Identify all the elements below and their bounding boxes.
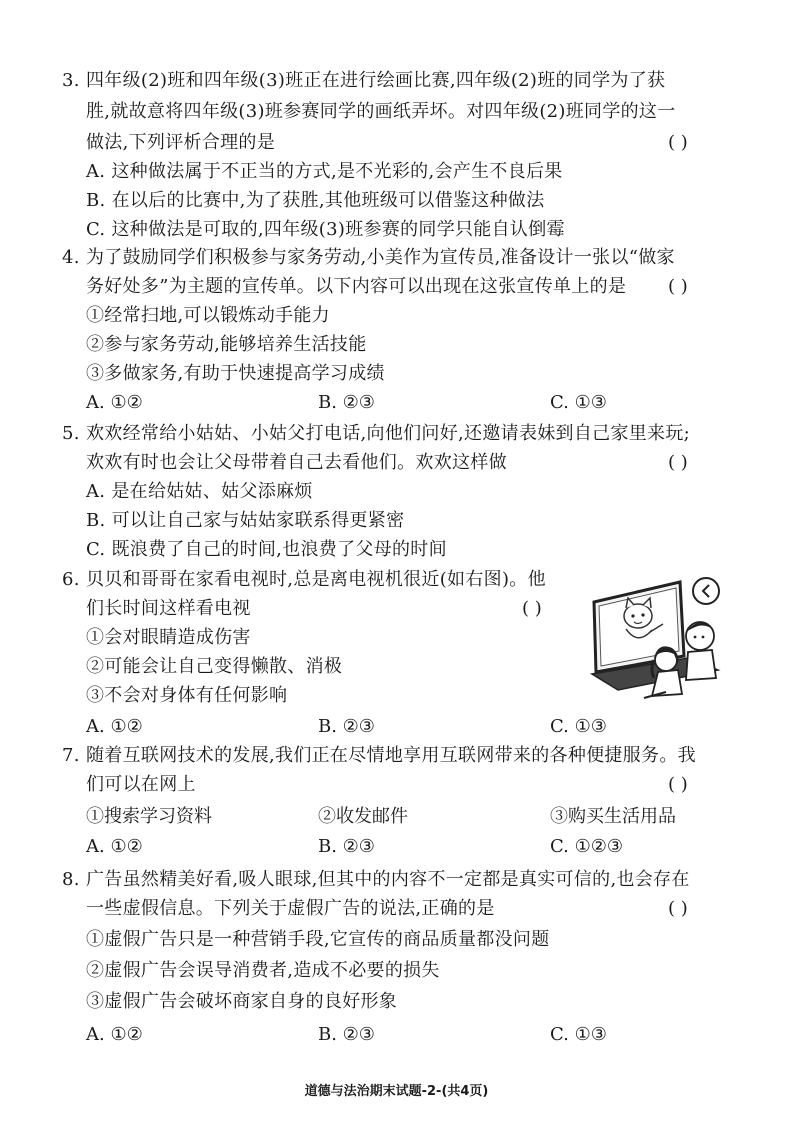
q8-statement-3: ③虚假广告会破坏商家自身的良好形象 (86, 991, 398, 1012)
q3-option-b: B. 在以后的比赛中,为了获胜,其他班级可以借鉴这种做法 (86, 190, 545, 211)
q5-line2: 欢欢有时也会让父母带着自己去看他们。欢欢这样做 (86, 452, 507, 473)
q7-statement-2: ②收发邮件 (318, 806, 408, 827)
q4-answer-paren: ( ) (668, 276, 688, 297)
q6-statement-3: ③不会对身体有任何影响 (86, 685, 288, 706)
q7-statement-1: ①搜索学习资料 (86, 806, 212, 827)
q7-line1: 7. 随着互联网技术的发展,我们正在尽情地享用互联网带来的各种便捷服务。我 (62, 745, 696, 766)
q8-answer-paren: ( ) (668, 898, 688, 919)
q4-option-c: C. ①③ (550, 392, 607, 413)
q8-option-a: A. ①② (86, 1024, 143, 1045)
q5-line1: 5. 欢欢经常给小姑姑、小姑父打电话,向他们问好,还邀请表妹到自己家里来玩; (62, 423, 691, 444)
q8-line1: 8. 广告虽然精美好看,吸人眼球,但其中的内容不一定都是真实可信的,也会存在 (62, 869, 690, 890)
q5-option-c: C. 既浪费了自己的时间,也浪费了父母的时间 (86, 539, 447, 560)
q4-line1: 4. 为了鼓励同学们积极参与家务劳动,小美作为宣传员,准备设计一张以“做家 (62, 247, 675, 268)
q8-line2: 一些虚假信息。下列关于虚假广告的说法,正确的是 (86, 898, 495, 919)
q7-option-b: B. ②③ (318, 836, 375, 857)
q4-statement-3: ③多做家务,有助于快速提高学习成绩 (86, 363, 385, 384)
q5-option-b: B. 可以让自己家与姑姑家联系得更紧密 (86, 510, 405, 531)
q5-answer-paren: ( ) (668, 452, 688, 473)
q7-answer-paren: ( ) (668, 774, 688, 795)
q3-option-a: A. 这种做法属于不正当的方式,是不光彩的,会产生不良后果 (86, 161, 563, 182)
q6-option-b: B. ②③ (318, 716, 375, 737)
children-watching-tv-icon (588, 574, 728, 704)
q7-option-c: C. ①②③ (550, 836, 623, 857)
q6-statement-2: ②可能会让自己变得懒散、消极 (86, 656, 343, 677)
q5-option-a: A. 是在给姑姑、姑父添麻烦 (86, 481, 313, 502)
q3-option-c: C. 这种做法是可取的,四年级(3)班参赛的同学只能自认倒霉 (86, 219, 565, 240)
q7-option-a: A. ①② (86, 836, 143, 857)
q8-statement-2: ②虚假广告会误导消费者,造成不必要的损失 (86, 960, 440, 981)
q3-line3: 做法,下列评析合理的是 (86, 132, 276, 153)
q4-option-b: B. ②③ (318, 392, 375, 413)
q8-statement-1: ①虚假广告只是一种营销手段,它宣传的商品质量都没问题 (86, 929, 550, 950)
page-footer: 道德与法治期末试题-2-(共4页) (304, 1084, 489, 1099)
q6-line1: 6. 贝贝和哥哥在家看电视时,总是离电视机很近(如右图)。他 (62, 569, 546, 590)
q4-statement-2: ②参与家务劳动,能够培养生活技能 (86, 334, 367, 355)
q4-option-a: A. ①② (86, 392, 143, 413)
q6-option-a: A. ①② (86, 716, 143, 737)
q6-answer-paren: ( ) (522, 598, 542, 619)
q4-statement-1: ①经常扫地,可以锻炼动手能力 (86, 305, 330, 326)
q7-line2: 们可以在网上 (86, 774, 196, 795)
q8-option-c: C. ①③ (550, 1024, 607, 1045)
q7-statement-3: ③购买生活用品 (550, 806, 676, 827)
q3-line2: 胜,就故意将四年级(3)班参赛同学的画纸弄坏。对四年级(2)班同学的这一 (86, 101, 676, 122)
q3-line1: 3. 四年级(2)班和四年级(3)班正在进行绘画比赛,四年级(2)班的同学为了获 (62, 70, 666, 91)
q6-statement-1: ①会对眼睛造成伤害 (86, 627, 251, 648)
q8-option-b: B. ②③ (318, 1024, 375, 1045)
q6-option-c: C. ①③ (550, 716, 607, 737)
q3-answer-paren: ( ) (668, 132, 688, 153)
q4-line2: 务好处多”为主题的宣传单。以下内容可以出现在这张宣传单上的是 (86, 276, 627, 297)
q6-line2: 们长时间这样看电视 (86, 598, 251, 619)
